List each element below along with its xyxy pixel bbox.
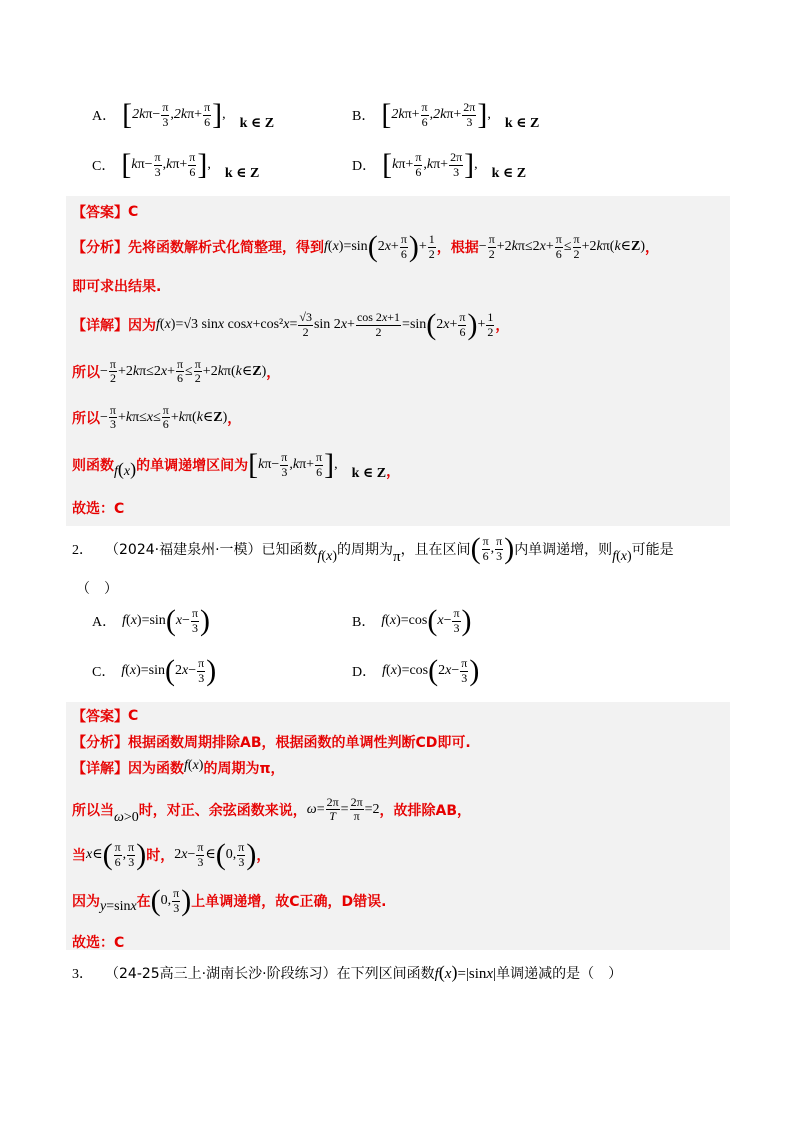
option-label: B． (352, 615, 376, 630)
q1-option-a[interactable] (92, 100, 274, 130)
stem-formula: f(x)=|sinx| (434, 962, 497, 982)
detail-text-4c: 上单调递增，故C正确，D错误. (191, 894, 387, 910)
q2-answer (72, 706, 138, 726)
answer-tag: 【答案】 (72, 709, 128, 725)
option-label: D． (352, 159, 377, 174)
option-label: A． (92, 615, 117, 630)
q1-option-c[interactable] (92, 150, 259, 180)
stem-text-5: 可能是 (631, 542, 674, 558)
analysis-text-3: ， (645, 240, 660, 256)
then-text: 则函数 (72, 458, 114, 474)
option-label: C． (92, 665, 116, 680)
option-label: C． (92, 159, 116, 174)
q2-detail (72, 758, 285, 778)
stem-text-1: 已知函数 (261, 542, 318, 558)
so-formula-1: − $\frac{\pi}{2}$ +2kπ≤2x+ $\frac{\pi}{6}$ ≤ $\frac{\pi}{2}$ +2kπ(k∈Z) (100, 357, 267, 386)
question-number: 3． (72, 966, 93, 982)
option-math: f(x)=sin(2x− $\frac{\pi}{3}$ ) (121, 654, 217, 687)
q2-detail-2 (72, 796, 471, 823)
q1-detail (72, 310, 509, 340)
q1-so-2 (72, 404, 241, 431)
then-condition: k ∈ Z (351, 465, 387, 481)
q2-choose (72, 932, 124, 952)
choose-text: 故选：C (72, 935, 125, 951)
q1-choose (72, 498, 124, 518)
q1-option-d[interactable] (352, 150, 526, 180)
option-math: [kπ− $\frac{\pi}{3}$ ,kπ+ $\frac{\pi}{6}$ ], (121, 148, 211, 181)
option-math: f(x)=cos(x− $\frac{\pi}{3}$ ) (381, 604, 472, 637)
option-condition: k ∈ Z (504, 115, 540, 131)
detail-text-4a: 因为 (72, 894, 100, 910)
analysis-tag: 【分析】 (72, 240, 128, 256)
then-text-2: 的单调递增区间为 (136, 458, 249, 474)
stem-text-1: 在下列区间函数 (336, 965, 435, 982)
detail-text-3a: 当 (72, 848, 86, 864)
so-formula-2: − $\frac{\pi}{3}$ +kπ≤x≤ $\frac{\pi}{6}$ +kπ(k∈Z) (100, 403, 228, 432)
question-source: （24-25高三上·湖南长沙·阶段练习） (105, 965, 337, 982)
analysis-text-4: 即可求出结果. (72, 279, 162, 295)
then-func: f(x) (114, 458, 137, 479)
answer-tag: 【答案】 (72, 205, 128, 221)
q1-answer (72, 202, 138, 222)
detail-func: f(x) (184, 758, 204, 773)
detail-ysinx: y=sinx (100, 899, 137, 914)
q2-option-c[interactable] (92, 656, 216, 686)
stem-interval: ( $\frac{\pi}{6}$ , $\frac{\pi}{3}$ ) (470, 532, 515, 565)
detail-text-3c: ， (256, 848, 271, 864)
so-text-2: 所以 (72, 410, 100, 427)
q1-then (72, 450, 400, 480)
stem-text-2: 的周期为 (336, 542, 393, 558)
so-comma-1: ， (266, 364, 281, 381)
analysis-formula-2: − $\frac{\pi}{2}$ +2kπ≤2x+ $\frac{\pi}{6}$ ≤ $\frac{\pi}{2}$ +2kπ(k∈Z) (478, 232, 646, 261)
q2-option-d[interactable] (352, 656, 479, 686)
detail-interval: (0, $\frac{\pi}{3}$ ) (150, 884, 192, 917)
detail-comma: ， (495, 318, 510, 334)
detail-tag: 【详解】 (72, 761, 128, 777)
option-label: A． (92, 109, 117, 124)
detail-text-1: 因为 (128, 318, 156, 334)
option-math: [2kπ− $\frac{\pi}{3}$ ,2kπ+ $\frac{\pi}{6}$ ], (122, 98, 226, 131)
detail-text-2c: ，故排除AB， (379, 802, 472, 819)
detail-omega-formula: ω= $\frac{2\pi}{T}$ = $\frac{2\pi}{\pi}$ =2 (306, 795, 380, 824)
detail-tag: 【详解】 (72, 318, 128, 334)
q2-paren (76, 578, 118, 598)
analysis-text: 根据函数周期排除AB，根据函数的单调性判断CD即可. (128, 735, 471, 751)
option-math: f(x)=sin(x− $\frac{\pi}{3}$ ) (122, 604, 210, 637)
detail-text-4b: 在 (136, 894, 151, 910)
option-label: D． (352, 665, 377, 680)
answer-value: C (128, 204, 139, 220)
q3-stem (72, 962, 622, 983)
q2-detail-4 (72, 886, 386, 916)
q1-option-b[interactable] (352, 100, 539, 130)
q2-option-a[interactable] (92, 606, 210, 636)
option-math: f(x)=cos(2x− $\frac{\pi}{3}$ ) (382, 654, 480, 687)
detail-formula-1: f(x)=√3 sinx cosx+cos²x= $\frac{√3}{2}$ sin 2x+ $\frac{\cos 2x+1}{2}$ =sin(2x+ $\frac{\pi}{6}$ )+ $\frac{1}{2}$ (156, 308, 494, 341)
detail-text-1a: 因为函数 (128, 761, 184, 777)
detail-omega: ω>0 (114, 809, 139, 825)
analysis-text-2: ，根据 (436, 240, 479, 256)
detail-text-1b: 的周期为π， (203, 761, 285, 777)
stem-text-4: 内单调递增，则 (514, 542, 613, 558)
q1-so-1 (72, 358, 280, 385)
option-condition: k ∈ Z (239, 115, 275, 131)
answer-value: C (128, 708, 139, 724)
so-comma-2: ， (227, 410, 242, 427)
q1-analysis (72, 232, 659, 262)
stem-period: π (392, 548, 401, 565)
analysis-text-1: 先将函数解析式化简整理，得到 (128, 240, 324, 256)
answer-paren: （ ） (76, 581, 118, 597)
detail-text-2a: 所以当 (72, 802, 114, 819)
detail-text-2b: 时，对正、余弦函数来说， (138, 802, 307, 819)
q2-analysis (72, 732, 471, 752)
then-interval: [kπ− $\frac{\pi}{3}$ ,kπ+ $\frac{\pi}{6}$ ], (248, 448, 338, 481)
detail-arg-range: 2x− $\frac{\pi}{3}$ ∈(0, $\frac{\pi}{3}$ ) (174, 838, 257, 871)
option-condition: k ∈ Z (491, 165, 527, 181)
option-math: [2kπ+ $\frac{\pi}{6}$ ,2kπ+ $\frac{2\pi}{3}$ ], (381, 98, 491, 131)
option-condition: k ∈ Z (224, 165, 260, 181)
q1-analysis-cont (72, 276, 161, 296)
stem-func: f(x) (317, 549, 337, 564)
analysis-tag: 【分析】 (72, 735, 128, 751)
q2-option-b[interactable] (352, 606, 472, 636)
option-math: [kπ+ $\frac{\pi}{6}$ ,kπ+ $\frac{2\pi}{3}$ ], (382, 148, 478, 181)
stem-text-2: 单调递减的是（ ） (496, 965, 623, 982)
then-comma: ， (386, 464, 401, 480)
question-number: 2． (72, 543, 93, 558)
analysis-formula-1: f(x)=sin(2x+ $\frac{\pi}{6}$ )+ $\frac{1}{2}$ (324, 230, 435, 263)
so-text-1: 所以 (72, 364, 100, 381)
stem-func-2: f(x) (612, 549, 632, 564)
detail-text-3b: 时， (146, 848, 175, 864)
q2-detail-3 (72, 840, 270, 870)
q2-stem (72, 534, 674, 564)
choose-text: 故选：C (72, 501, 125, 517)
question-source: （2024·福建泉州·一模） (105, 542, 262, 558)
detail-x-range: x∈( $\frac{\pi}{6}$ , $\frac{\pi}{3}$ ) (86, 838, 147, 871)
stem-text-3: ，且在区间 (400, 542, 471, 558)
option-label: B． (352, 109, 376, 124)
